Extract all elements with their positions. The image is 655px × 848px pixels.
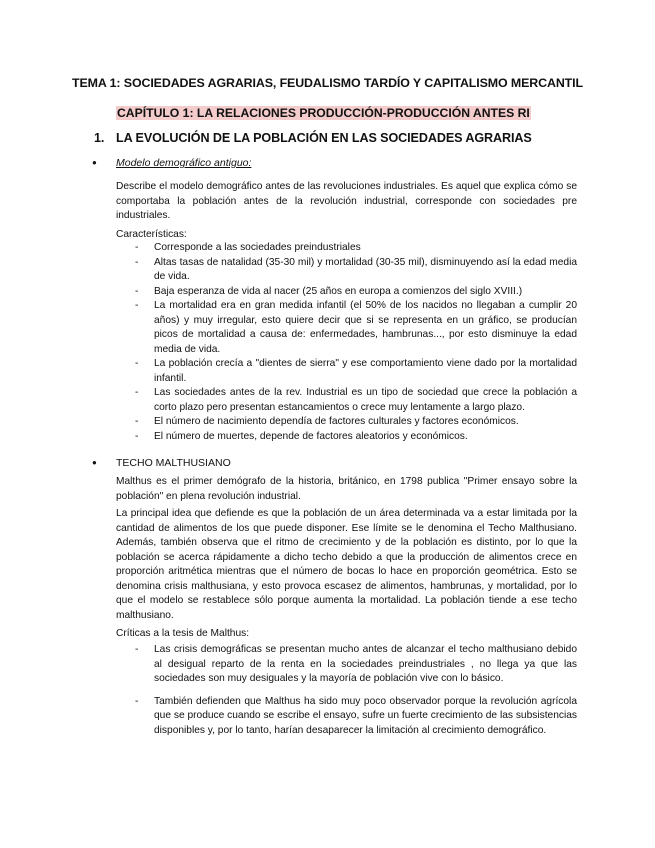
list-item: - Las crisis demográficas se presentan mucho antes de alcanzar el techo malthusiano debido al desigual reparto de la renta en la sociedades preindustriales , no llega ya que las sociedades son muy desiguales y la mayoría de población vive con lo básico. xyxy=(116,643,577,687)
critics-label: Críticas a la tesis de Malthus: xyxy=(116,628,250,639)
list-item: - La mortalidad era en gran medida infantil (el 50% de los nacidos no llegaban a cumplir 20 años) y muy irregular, esto quiere decir que si se representa en un gráfico, se producían picos de mortalidad a causa de: enfermedades, hambrunas..., por esto disminuye la edad media de vida. xyxy=(116,299,577,357)
section-title: LA EVOLUCIÓN DE LA POBLACIÓN EN LAS SOCIEDADES AGRARIAS xyxy=(116,131,532,145)
bullet-techo-malthusiano xyxy=(92,457,231,469)
bullet-heading: TECHO MALTHUSIANO xyxy=(116,457,231,469)
critics-list xyxy=(116,643,577,746)
list-item: - Corresponde a las sociedades preindustriales xyxy=(116,241,577,256)
chapter-title-highlight: CAPÍTULO 1: LA RELACIONES PRODUCCIÓN-PRODUCCIÓN ANTES RI xyxy=(117,106,530,120)
bullet-dot-icon: ● xyxy=(92,458,97,467)
list-item: - También defienden que Malthus ha sido muy poco observador porque la revolución agrícola que se produce cuando se escribe el ensayo, sufre un fuerte crecimiento de las subsistencias disponibles y, por lo tanto, harían desaparecer la limitación al crecimiento demográfico. xyxy=(116,695,577,739)
bullet-heading: Modelo demográfico antiguo: xyxy=(116,157,252,169)
list-item: - El número de nacimiento dependía de factores culturales y factores económicos. xyxy=(116,415,577,430)
intro-paragraph: Describe el modelo demográfico antes de las revoluciones industriales. Es aquel que explica cómo se comportaba la población antes de la revolución industrial, corresponde con sociedades pre industriales. xyxy=(116,181,577,221)
list-item: - Baja esperanza de vida al nacer (25 años en europa a comienzos del siglo XVIII.) xyxy=(116,285,577,300)
list-item: - La población crecía a "dientes de sierra" y ese comportamiento viene dado por la mortalidad infantil. xyxy=(116,357,577,386)
malthus-main-paragraph: La principal idea que defiende es que la población de un área determinada va a estar limitada por la cantidad de alimentos de los que puede disponer. Ese límite se le denomina el Techo Malthusiano. Además, también observa que el ritmo de crecimiento y de la población es distinto, por lo que la población se acerca rápidamente a dicho techo debido a que la producción de alimentos crece en proporción aritmética mientras que el número de bocas lo hace en proporción geométrica. Esto se denomina crisis malthusiana, y esto provoca escasez de alimentos, hambrunas, y mortalidad, por lo que el modelo se restablece sólo porque aumenta la mortalidad. La población tiende a ese techo malthusiano. xyxy=(116,508,577,621)
list-item: - El número de muertes, depende de factores aleatorios y económicos. xyxy=(116,430,577,445)
features-label: Características: xyxy=(116,229,187,240)
bullet-modelo-demografico xyxy=(92,157,251,169)
bullet-dot-icon: ● xyxy=(92,158,97,167)
list-item: - Las sociedades antes de la rev. Industrial es un tipo de sociedad que crece la población a corto plazo pero presentan estancamientos o crece muy lentamente a largo plazo. xyxy=(116,386,577,415)
chapter-title xyxy=(116,106,531,120)
malthus-intro-paragraph: Malthus es el primer demógrafo de la historia, británico, en 1798 publica "Primer ensayo sobre la población" en plena revolución industrial. xyxy=(116,476,577,502)
list-item: - Altas tasas de natalidad (35-30 mil) y mortalidad (30-35 mil), disminuyendo así la edad media de vida. xyxy=(116,256,577,285)
features-list xyxy=(116,241,577,444)
document-title: TEMA 1: SOCIEDADES AGRARIAS, FEUDALISMO TARDÍO Y CAPITALISMO MERCANTIL xyxy=(72,76,583,90)
section-number: 1. xyxy=(94,131,105,145)
section-heading xyxy=(94,131,532,145)
